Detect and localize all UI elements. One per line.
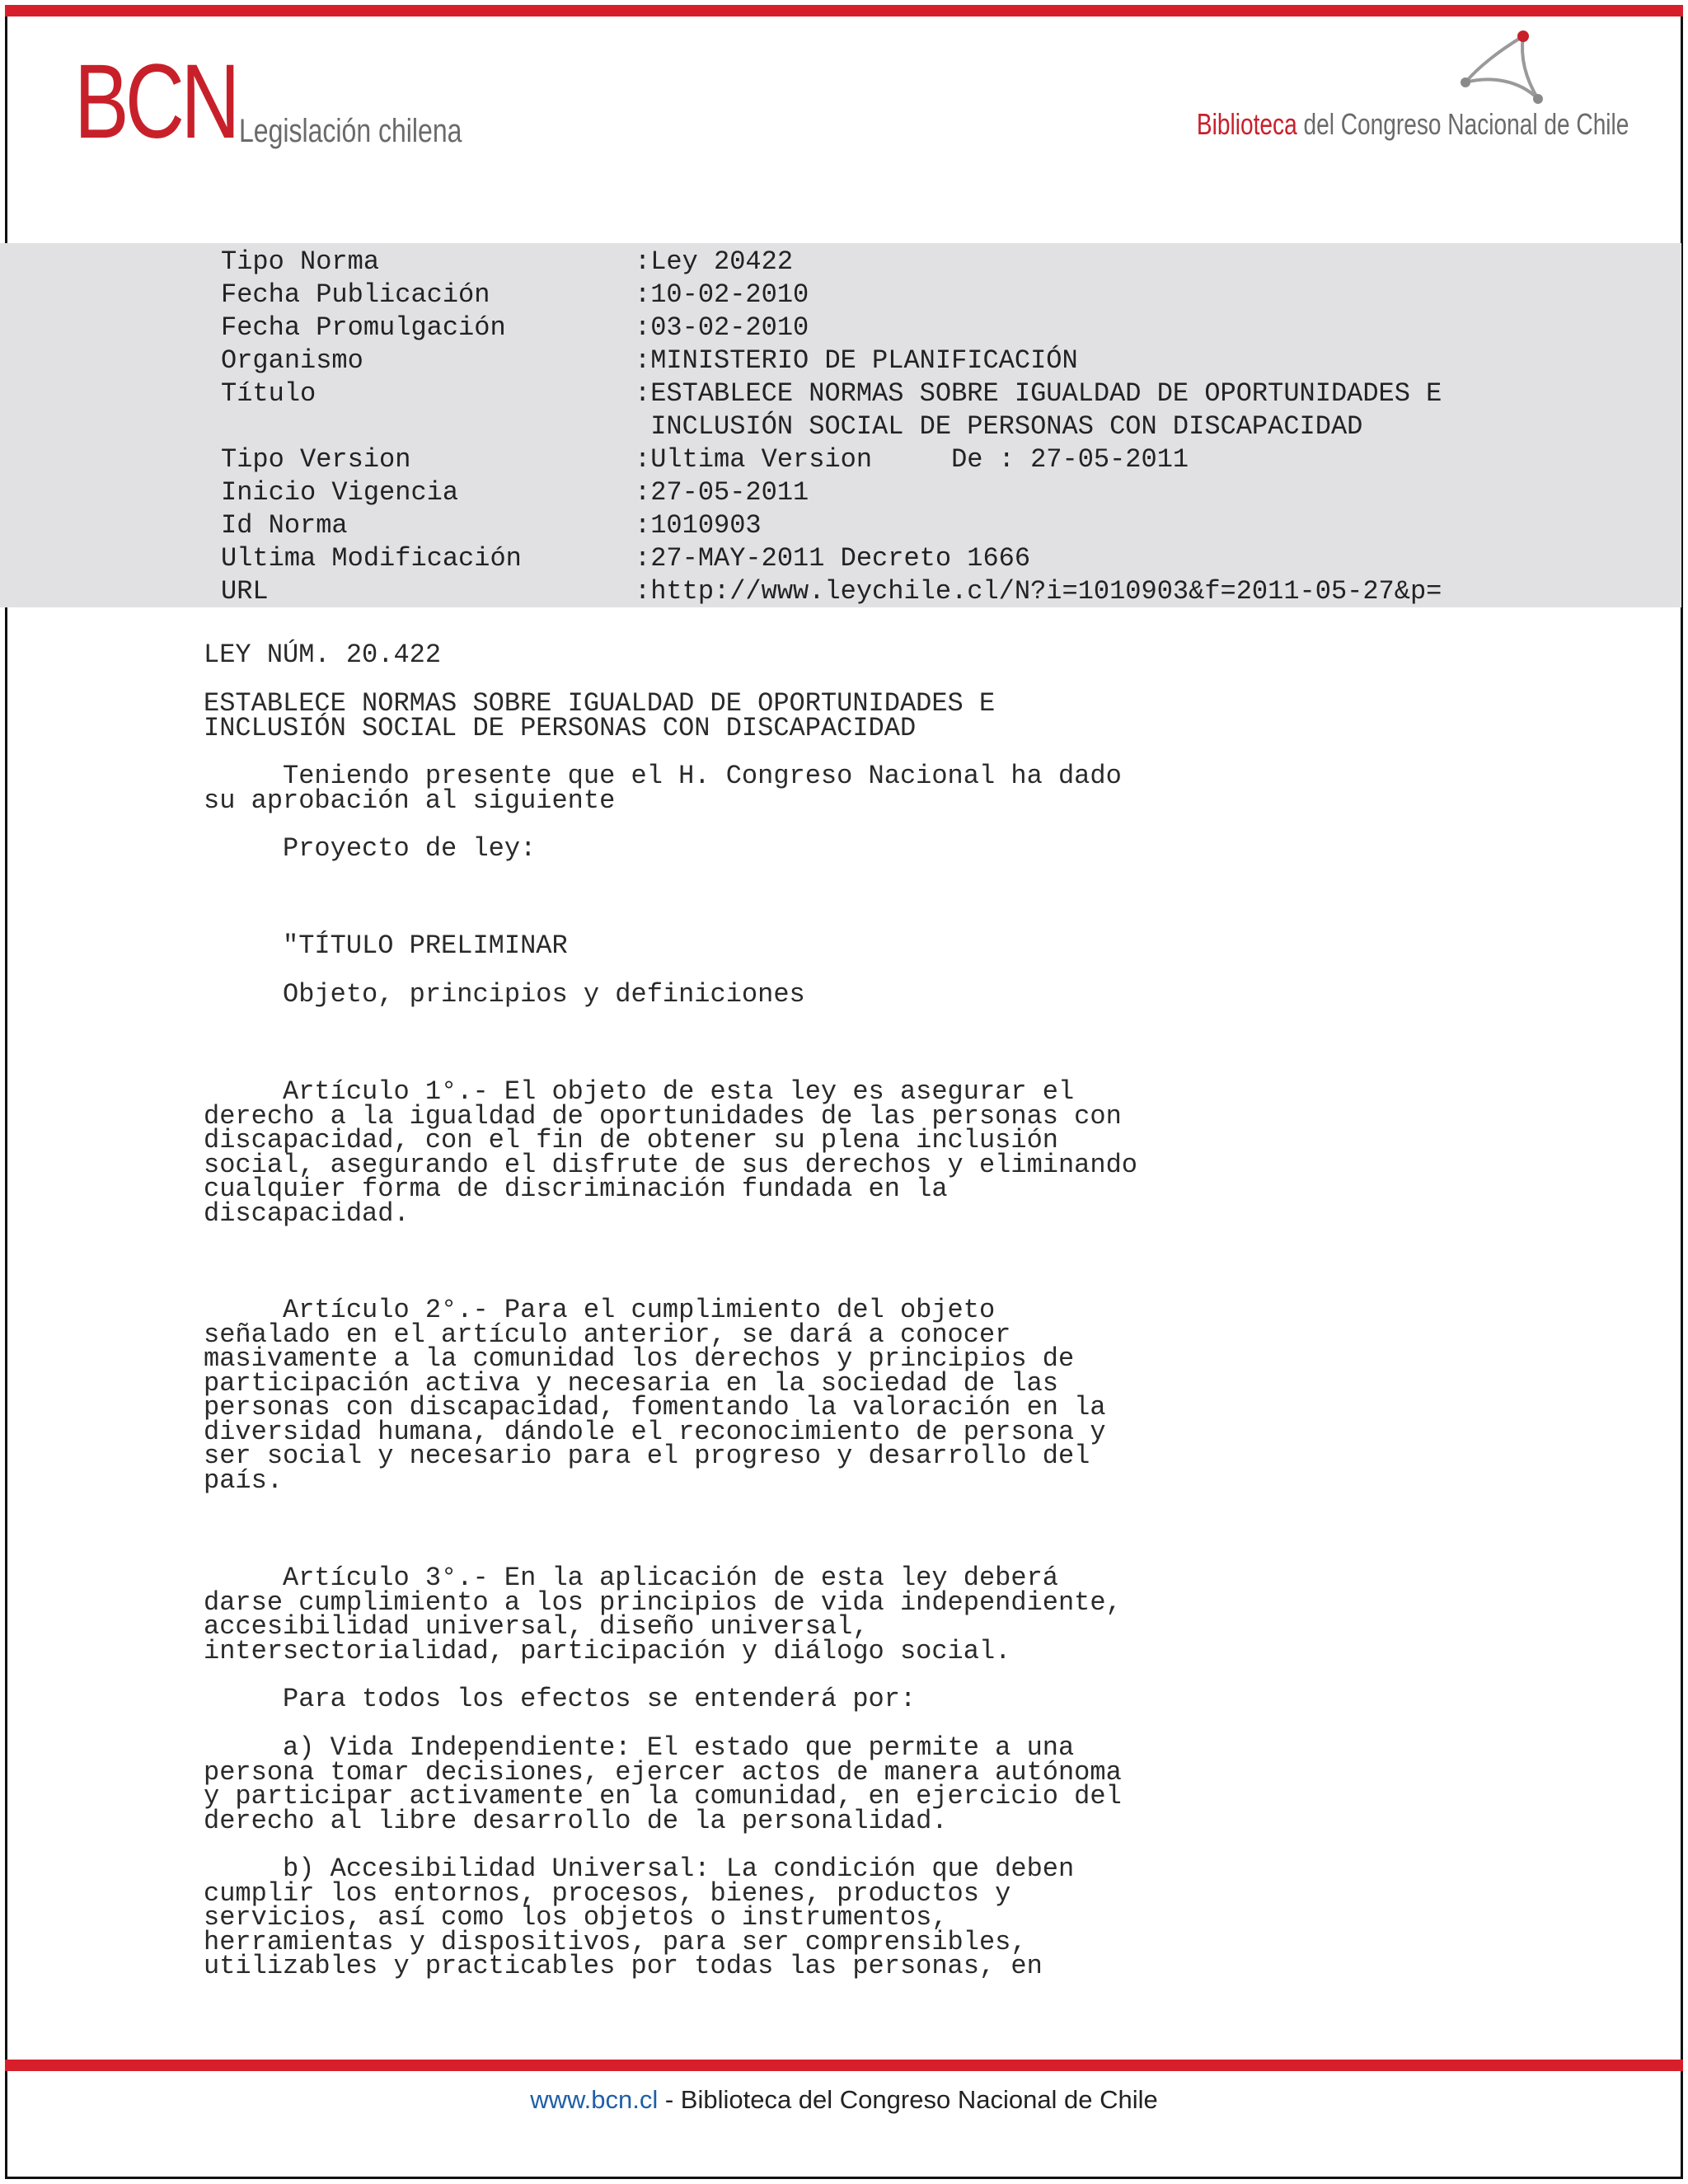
- meta-row: [221, 279, 809, 310]
- meta-row: [221, 345, 1078, 376]
- law-number: LEY NÚM. 20.422: [204, 640, 442, 670]
- meta-label: Tipo Version: [221, 444, 411, 475]
- footer: [0, 2085, 1688, 2115]
- meta-value: :Ultima Version De : 27-05-2011: [635, 444, 1189, 475]
- meta-label: Tipo Norma: [221, 246, 380, 277]
- meta-label: Id Norma: [221, 510, 348, 541]
- meta-row: [221, 543, 1030, 574]
- law-title: ESTABLECE NORMAS SOBRE IGUALDAD DE OPORTUNIDADES E INCLUSIÓN SOCIAL DE PERSONAS CON DISCAPACIDAD: [204, 688, 996, 743]
- efectos-line: Para todos los efectos se entenderá por:: [204, 1684, 917, 1714]
- meta-label: URL: [221, 576, 269, 607]
- article-2: Artículo 2°.- Para el cumplimiento del objeto señalado en el artículo anterior, se dará a conocer masivamente a la comunidad los derechos y principios de participación activa y necesaria en la sociedad de las personas con discapacidad, fomentando la valoración en la diversidad humana, dándole el reconocimiento de persona y ser social y necesario para el progreso y desarrollo del país.: [204, 1295, 1106, 1496]
- library-name-rest: del Congreso Nacional de Chile: [1296, 107, 1629, 141]
- meta-row: [221, 576, 1442, 607]
- network-triangle-icon: [1441, 26, 1556, 109]
- meta-value: :27-05-2011: [635, 477, 809, 508]
- meta-label: Ultima Modificación: [221, 543, 522, 574]
- bottom-red-bar: [5, 2060, 1683, 2071]
- title-preliminar: "TÍTULO PRELIMINAR: [204, 930, 568, 961]
- bcn-logo[interactable]: [74, 43, 518, 161]
- library-logo[interactable]: [1196, 26, 1639, 142]
- logo-mark: BCN: [74, 43, 237, 161]
- article-3: Artículo 3°.- En la aplicación de esta ley deberá darse cumplimiento a los principios de vida independiente, accesibilidad universal, diseño universal, intersectorialidad, participación y diálogo social.: [204, 1563, 1122, 1666]
- meta-label: Inicio Vigencia: [221, 477, 459, 508]
- meta-row: [221, 510, 762, 541]
- meta-row: [221, 246, 793, 277]
- meta-value: :Ley 20422: [635, 246, 794, 277]
- meta-value: :03-02-2010: [635, 312, 809, 343]
- meta-value: INCLUSIÓN SOCIAL DE PERSONAS CON DISCAPACIDAD: [635, 411, 1363, 442]
- section-subtitle: Objeto, principios y definiciones: [204, 979, 805, 1010]
- intro-paragraph: Teniendo presente que el H. Congreso Nacional ha dado su aprobación al siguiente: [204, 761, 1122, 816]
- footer-text: - Biblioteca del Congreso Nacional de Chile: [658, 2085, 1158, 2114]
- meta-label: Título: [221, 378, 316, 409]
- meta-row: [221, 444, 1189, 475]
- meta-row: [221, 378, 1442, 409]
- meta-row: [221, 477, 809, 508]
- metadata-box: [0, 243, 1681, 607]
- meta-value: :27-MAY-2011 Decreto 1666: [635, 543, 1031, 574]
- project-label: Proyecto de ley:: [204, 833, 537, 864]
- meta-value: :10-02-2010: [635, 279, 809, 310]
- meta-label: Fecha Publicación: [221, 279, 490, 310]
- library-name: [1197, 107, 1629, 142]
- logo-subtitle: Legislación chilena: [239, 113, 462, 149]
- article-1: Artículo 1°.- El objeto de esta ley es asegurar el derecho a la igualdad de oportunidades de las personas con discapacidad, con el fin de obtener su plena inclusión social, asegurando el disfrute de sus derechos y eliminando cualquier forma de discriminación fundada en la discapacidad.: [204, 1076, 1137, 1229]
- meta-row: [221, 411, 1362, 442]
- meta-label: Fecha Promulgación: [221, 312, 506, 343]
- meta-value: :ESTABLECE NORMAS SOBRE IGUALDAD DE OPORTUNIDADES E: [635, 378, 1442, 409]
- url-link[interactable]: :http://www.leychile.cl/N?i=1010903&f=2011-05-27&p=: [635, 576, 1442, 607]
- meta-value: :MINISTERIO DE PLANIFICACIÓN: [635, 345, 1078, 376]
- top-red-bar: [5, 5, 1683, 16]
- meta-label: Organismo: [221, 345, 363, 376]
- meta-row: [221, 312, 809, 343]
- definition-b: b) Accesibilidad Universal: La condición que deben cumplir los entornos, procesos, bienes, productos y servicios, así como los objetos o instrumentos, herramientas y dispositivos, para ser comprensibles, utilizables y practicables por todas las personas, en: [204, 1854, 1075, 1981]
- meta-value: :1010903: [635, 510, 762, 541]
- footer-link[interactable]: www.bcn.cl: [530, 2085, 659, 2114]
- library-name-highlight: Biblioteca: [1196, 107, 1297, 141]
- definition-a: a) Vida Independiente: El estado que permite a una persona tomar decisiones, ejercer actos de manera autónoma y participar activamente en la comunidad, en ejercicio del derecho al libre desarrollo de la personalidad.: [204, 1732, 1122, 1836]
